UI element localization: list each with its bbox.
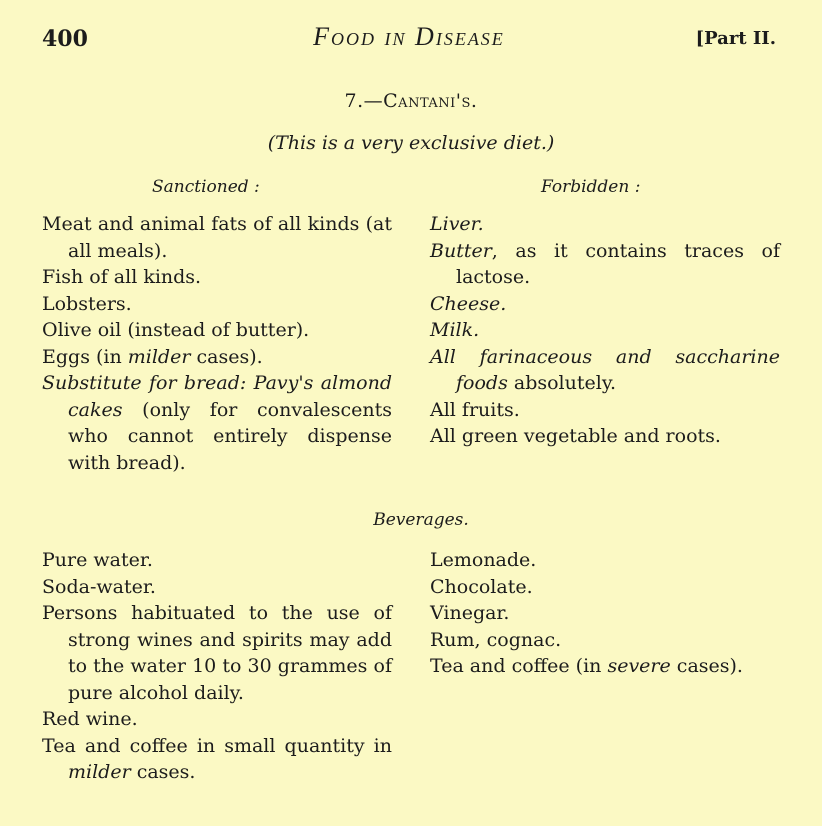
list-item — [430, 627, 780, 654]
item-text: Rum, cognac. — [430, 628, 562, 651]
section-subtitle — [0, 132, 822, 154]
list-item — [430, 397, 780, 424]
list-item — [430, 653, 780, 680]
item-text: Lobsters. — [42, 292, 132, 315]
page-header — [42, 22, 776, 54]
list-item — [42, 317, 392, 344]
item-text: Red wine. — [42, 708, 138, 730]
list-item — [430, 423, 780, 450]
item-text: Olive oil (instead of butter). — [42, 319, 310, 341]
list-item — [42, 547, 392, 574]
item-emphasis: milder — [127, 345, 191, 368]
item-emphasis: Substitute for bread: Pavy's almond cakes — [42, 372, 392, 421]
item-text: Pure water. — [42, 549, 153, 571]
list-item — [430, 291, 780, 318]
item-text: cases). — [190, 345, 263, 368]
list-item — [430, 574, 780, 601]
forbidden-heading: Forbidden : — [541, 177, 641, 197]
list-item — [430, 344, 780, 397]
list-item — [42, 264, 392, 291]
item-text: Soda-water. — [42, 575, 156, 598]
page-number: 400 — [42, 26, 88, 52]
list-item — [430, 317, 780, 344]
list-item — [430, 600, 780, 627]
list-item — [42, 600, 392, 706]
forbidden-list — [430, 211, 780, 450]
list-item — [42, 291, 392, 318]
list-item — [430, 238, 780, 291]
item-text: , as it contains traces of lactose. — [456, 239, 780, 288]
list-item — [430, 547, 780, 574]
item-emphasis: Cheese. — [430, 292, 507, 315]
item-emphasis: Liver. — [430, 213, 484, 235]
part-label: [Part II. — [695, 28, 776, 49]
sanctioned-list — [42, 211, 392, 476]
item-text: Eggs (in — [42, 345, 128, 368]
subtitle-text: (This is a very exclusive diet.) — [267, 132, 555, 154]
item-text: Lemonade. — [430, 549, 537, 571]
item-emphasis: Milk. — [430, 319, 480, 341]
item-text: Tea and coffee in small quantity in — [42, 734, 392, 757]
item-emphasis: All farinaceous and saccharine foods — [430, 345, 780, 394]
item-text: Tea and coffee (in — [430, 655, 608, 677]
sanctioned-heading: Sanctioned : — [152, 177, 260, 197]
list-item — [42, 344, 392, 371]
item-text: All green vegetable and roots. — [430, 425, 721, 447]
list-item — [42, 733, 392, 786]
item-text: absolutely. — [507, 372, 617, 394]
item-text: (only for convalescents who cannot entirely dispense with bread). — [68, 398, 392, 474]
running-title: Food in Disease — [313, 22, 505, 51]
list-item — [42, 211, 392, 264]
item-text: Meat and animal fats of all kinds (at all meals). — [42, 213, 392, 262]
list-item — [42, 370, 392, 476]
list-item — [42, 574, 392, 601]
item-emphasis: Butter — [430, 239, 492, 262]
list-item — [430, 211, 780, 238]
section-title: 7.—Cantani's. — [344, 90, 478, 112]
item-text: Fish of all kinds. — [42, 266, 202, 288]
beverages-allowed-list — [42, 547, 392, 786]
item-text: All fruits. — [430, 398, 520, 421]
item-text: Persons habituated to the use of strong wines and spirits may add to the water 10 to 30 grammes of pure alcohol daily. — [42, 602, 392, 704]
beverages-heading: Beverages. — [373, 510, 469, 530]
item-text: Vinegar. — [430, 602, 510, 624]
item-text: cases). — [670, 655, 743, 677]
item-text: Chocolate. — [430, 575, 533, 598]
item-text: cases. — [130, 761, 196, 783]
item-emphasis: milder — [68, 761, 131, 783]
item-emphasis: severe — [607, 655, 671, 677]
beverages-forbidden-list — [430, 547, 780, 680]
list-item — [42, 706, 392, 733]
